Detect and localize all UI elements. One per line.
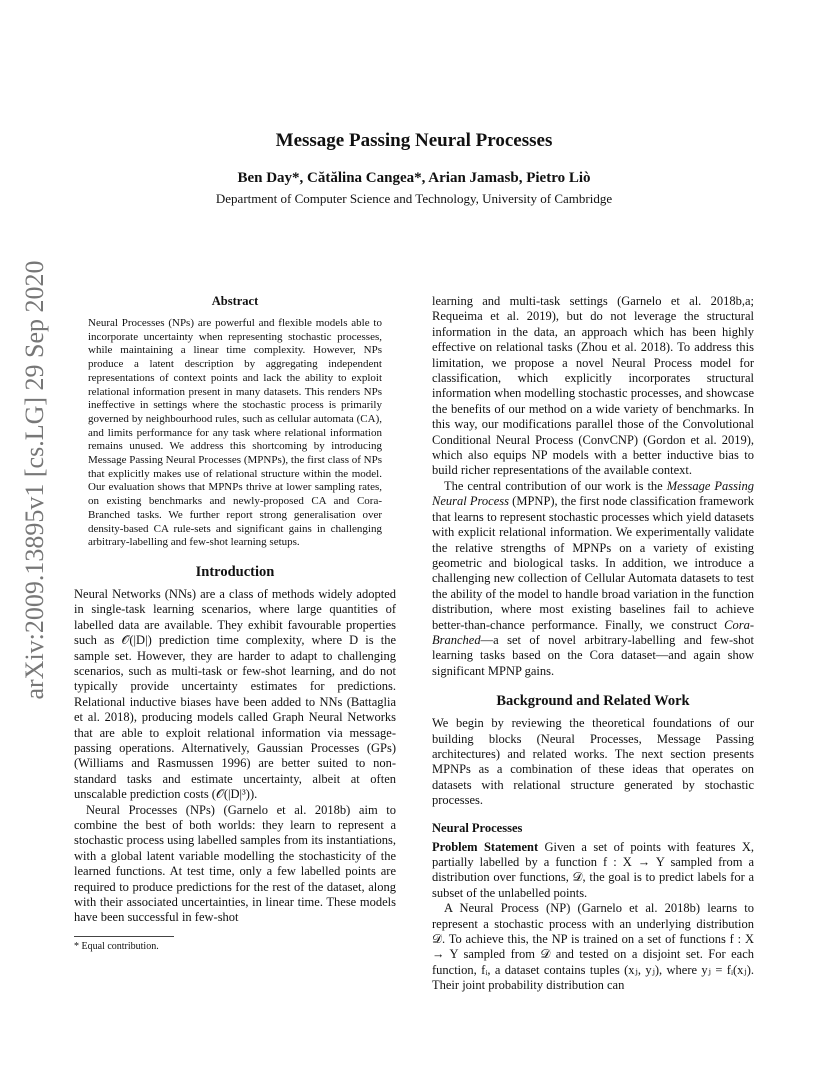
background-heading: Background and Related Work [496,693,690,710]
right-column [432,294,754,994]
footnote: * Equal contribution. [74,940,159,952]
abstract-text: Neural Processes (NPs) are powerful and flexible models able to incorporate uncertainty when representing stochastic processes, while maintaining a linear time complexity. However, NPs produce a latent description by aggregating independent representations of context points and lack the ability to exploit relational information present in many datasets. This renders NPs ineffective in settings where the stochastic process is primarily governed by neighbourhood rules, such as cellular automata (CA), and limits performance for any task where relational information remains unused. We address this shortcoming by introducing Message Passing Neural Processes (MPNPs), the first class of NPs that explicitly makes use of relational structure within the model. Our evaluation shows that MPNPs thrive at lower sampling rates, on existing benchmarks and newly-proposed CA and Cora-Branched tasks. We further report strong generalisation over density-based CA rule-sets and significant gains in challenging arbitrary-labelling and few-shot learning setups. [88,317,382,549]
neural-processes-subheading: Neural Processes [432,820,523,835]
problem-statement-text: Given a set of points with features X, partially labelled by a function f : X → Y sampled from a distribution over functions, 𝒟, the goal is to predict labels for a subset of the unlabelled points. [432,839,754,900]
left-column [74,294,396,952]
author-list: Ben Day*, Cătălina Cangea*, Arian Jamasb, Pietro Liò [237,170,591,186]
problem-statement-paragraph [432,840,754,902]
footnote-rule [74,936,174,937]
affiliation: Department of Computer Science and Technology, University of Cambridge [215,191,613,206]
intro-paragraph-2-continued: learning and multi-task settings (Garnelo et al. 2018b,a; Requeima et al. 2019), but do not leverage the structural information in the data, an approach which has been highly effective on relational tasks (Zhou et al. 2018). To address this limitation, we propose a novel Neural Process model for classification, which explicitly incorporates structural information when modelling stochastic processes, and showcase the benefits of our method on a wide variety of benchmarks. In this way, our modifications parallel those of the Convolutional Conditional Neural Process (ConvCNP) (Gordon et al. 2019), which also equips NP models with a better inductive bias to build richer representations of the available context. [432,294,754,478]
background-paragraph-2: A Neural Process (NP) (Garnelo et al. 2018b) learns to represent a stochastic process with an underlying distribution 𝒟. To achieve this, the NP is trained on a set of functions f : X → Y sampled from 𝒟 and tested on a disjoint set. For each function, fᵢ, a dataset contains tuples (xⱼ, yⱼ), where yⱼ = fᵢ(xⱼ). Their joint probability distribution can [432,901,754,993]
abstract-heading: Abstract [211,294,259,308]
arxiv-stamp [20,260,50,700]
problem-statement-label: Problem Statement [432,839,539,854]
intro-p3-part-a: The central contribution of our work is the [444,478,667,493]
intro-paragraph-2: Neural Processes (NPs) (Garnelo et al. 2018b) aim to combine the best of both worlds: they learn to represent a stochastic process using labelled samples from its instantiations, with a global latent variable modelling the stochasticity of the learned functions. At test time, only a few labelled points are required to produce predictions for the rest of the dataset, along with their associated uncertainties, in linear time. These models have been successful in few-shot [74,802,396,925]
paper-title: Message Passing Neural Processes [275,130,553,151]
intro-paragraph-1: Neural Networks (NNs) are a class of methods widely adopted in single-task learning scenarios, where large quantities of labelled data are available. They exhibit favourable properties such as 𝒪(|D|) prediction time complexity, where D is the sample set. However, they are harder to adapt to challenging scenarios, such as multi-task or few-shot learning, and do not typically provide uncertainty estimates for predictions. Relational inductive biases have been added to NNs (Battaglia et al. 2018), producing models called Graph Neural Networks that are able to exploit relational information via message-passing operations. Alternatively, Gaussian Processes (GPs) (Williams and Rasmussen 1996) are better suited to non-standard tasks and estimate uncertainty, albeit at often unscalable prediction costs (𝒪(|D|³)). [74,586,396,802]
intro-paragraph-3 [432,479,754,679]
intro-p3-part-b: (MPNP), the first node classification framework that learns to represent stochastic processes which yield datasets with explicit relational information. We experimentally validate the relative strengths of MPNPs on a variety of existing geometric and biological tasks. In addition, we introduce a challenging new collection of Cellular Automata datasets to test the ability of the model to handle broad variation in the function distribution, where most existing baselines fail to achieve better-than-chance performance. Finally, we construct [432,494,755,632]
intro-p3-part-c: —a set of novel arbitrary-labelling and few-shot learning tasks based on the Cora dataset—and again show significant MPNP gains. [432,632,754,678]
intro-p3-emphasis-2: Cora-Branched [432,617,754,647]
background-paragraph-1: We begin by reviewing the theoretical foundations of our building blocks (Neural Processes, Message Passing architectures) and related works. The next section presents MPNPs as a combination of these ideas that operates on datasets with relational structure generated by stochastic processes. [432,716,754,808]
intro-p3-emphasis: Message Passing Neural Process [432,478,755,509]
arxiv-stamp-text: arXiv:2009.13895v1 [cs.LG] 29 Sep 2020 [20,260,49,700]
intro-heading: Introduction [195,563,275,580]
